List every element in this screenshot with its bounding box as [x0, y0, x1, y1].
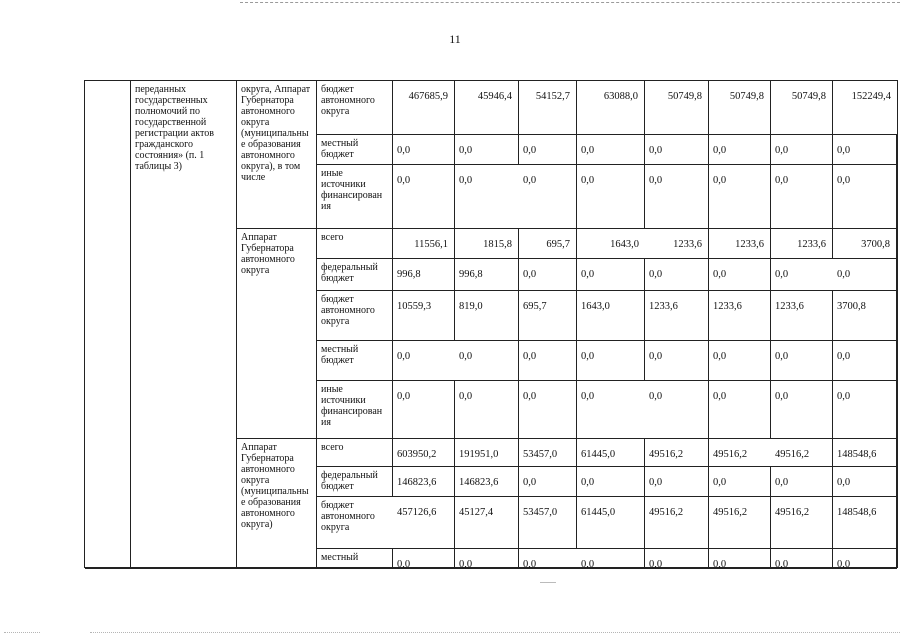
funding-source-cell: федеральный бюджет	[317, 467, 393, 497]
amount-cell: 457126,6	[393, 497, 455, 549]
amount-cell: 1233,6	[709, 291, 771, 341]
amount-cell: 148548,6	[833, 497, 897, 549]
amount-cell: 0,0	[645, 381, 709, 439]
executor-cell: Аппарат Губернатора автономного округа	[237, 229, 317, 439]
funding-source-cell: бюджет автономного округа	[317, 497, 393, 549]
amount-cell: 61445,0	[577, 439, 645, 467]
amount-cell: 0,0	[645, 259, 709, 291]
amount-cell: 0,0	[577, 259, 645, 291]
amount-cell: 0,0	[519, 467, 577, 497]
amount-cell: 146823,6	[455, 467, 519, 497]
amount-cell: 49516,2	[645, 439, 709, 467]
amount-cell: 0,0	[771, 549, 833, 569]
amount-cell: 0,0	[709, 341, 771, 381]
amount-cell: 1233,6	[645, 229, 709, 259]
amount-cell: 0,0	[645, 549, 709, 569]
amount-cell: 0,0	[709, 467, 771, 497]
amount-cell: 1643,0	[577, 291, 645, 341]
amount-cell: 152249,4	[833, 81, 897, 135]
amount-cell: 0,0	[833, 341, 897, 381]
amount-cell: 0,0	[771, 467, 833, 497]
amount-cell: 1233,6	[645, 291, 709, 341]
amount-cell: 0,0	[393, 341, 455, 381]
scan-edge-bottom	[90, 632, 900, 633]
amount-cell: 0,0	[393, 135, 455, 165]
amount-cell: 3700,8	[833, 229, 897, 259]
amount-cell: 0,0	[519, 341, 577, 381]
amount-cell: 0,0	[833, 165, 897, 229]
amount-cell: 0,0	[709, 259, 771, 291]
amount-cell: 0,0	[519, 381, 577, 439]
amount-cell: 1233,6	[771, 229, 833, 259]
amount-cell: 0,0	[833, 259, 897, 291]
amount-cell: 0,0	[709, 549, 771, 569]
amount-cell: 0,0	[709, 165, 771, 229]
scan-edge-bottom-left	[4, 632, 40, 633]
amount-cell: 45127,4	[455, 497, 519, 549]
amount-cell: 0,0	[771, 381, 833, 439]
amount-cell: 0,0	[771, 341, 833, 381]
amount-cell: 0,0	[833, 467, 897, 497]
amount-cell: 0,0	[645, 467, 709, 497]
amount-cell: 0,0	[645, 341, 709, 381]
amount-cell: 0,0	[519, 549, 577, 569]
funding-source-cell: федеральный бюджет	[317, 259, 393, 291]
scan-edge-top	[240, 2, 900, 3]
amount-cell: 0,0	[455, 549, 519, 569]
amount-cell: 3700,8	[833, 291, 897, 341]
amount-cell: 0,0	[455, 165, 519, 229]
budget-table	[84, 80, 898, 568]
amount-cell: 191951,0	[455, 439, 519, 467]
amount-cell: 0,0	[455, 135, 519, 165]
amount-cell: 0,0	[393, 381, 455, 439]
amount-cell: 0,0	[709, 381, 771, 439]
scan-mark	[540, 582, 556, 583]
amount-cell: 0,0	[577, 341, 645, 381]
funding-source-cell: местный	[317, 549, 393, 569]
amount-cell: 0,0	[393, 549, 455, 569]
funding-source-cell: местный бюджет	[317, 135, 393, 165]
amount-cell: 10559,3	[393, 291, 455, 341]
amount-cell: 0,0	[645, 165, 709, 229]
amount-cell: 0,0	[577, 467, 645, 497]
executor-cell: округа, Аппарат Губернатора автономного округа (муниципальны е образования автономного округа), в том числе	[237, 81, 317, 229]
amount-cell: 603950,2	[393, 439, 455, 467]
amount-cell: 0,0	[833, 381, 897, 439]
amount-cell: 1233,6	[771, 291, 833, 341]
amount-cell: 0,0	[577, 165, 645, 229]
amount-cell: 0,0	[833, 549, 897, 569]
amount-cell: 1815,8	[455, 229, 519, 259]
amount-cell: 148548,6	[833, 439, 897, 467]
amount-cell: 1233,6	[709, 229, 771, 259]
page-number: 11	[449, 32, 461, 46]
amount-cell: 0,0	[519, 165, 577, 229]
amount-cell: 53457,0	[519, 497, 577, 549]
amount-cell: 50749,8	[771, 81, 833, 135]
amount-cell: 0,0	[519, 259, 577, 291]
amount-cell: 0,0	[577, 381, 645, 439]
executor-cell: Аппарат Губернатора автономного округа (муниципальны е образования автономного округа)	[237, 439, 317, 569]
amount-cell: 61445,0	[577, 497, 645, 549]
funding-source-cell: бюджет автономного округа	[317, 291, 393, 341]
amount-cell: 0,0	[519, 135, 577, 165]
amount-cell: 467685,9	[393, 81, 455, 135]
budget-table-grid	[85, 81, 897, 567]
amount-cell: 45946,4	[455, 81, 519, 135]
amount-cell: 996,8	[393, 259, 455, 291]
amount-cell: 146823,6	[393, 467, 455, 497]
amount-cell: 0,0	[455, 381, 519, 439]
funding-source-cell: всего	[317, 439, 393, 467]
amount-cell: 49516,2	[771, 439, 833, 467]
amount-cell: 0,0	[577, 135, 645, 165]
amount-cell: 49516,2	[645, 497, 709, 549]
amount-cell: 819,0	[455, 291, 519, 341]
amount-cell: 49516,2	[709, 439, 771, 467]
amount-cell: 49516,2	[771, 497, 833, 549]
amount-cell: 0,0	[393, 165, 455, 229]
amount-cell: 63088,0	[577, 81, 645, 135]
amount-cell: 50749,8	[645, 81, 709, 135]
amount-cell: 996,8	[455, 259, 519, 291]
amount-cell: 50749,8	[709, 81, 771, 135]
amount-cell: 0,0	[833, 135, 897, 165]
funding-source-cell: иные источники финансирован ия	[317, 165, 393, 229]
measure-name-cell: переданных государственных полномочий по государственной регистрации актов гражданского состояния» (п. 1 таблицы 3)	[131, 81, 237, 569]
funding-source-cell: иные источники финансирован ия	[317, 381, 393, 439]
amount-cell: 0,0	[577, 549, 645, 569]
amount-cell: 53457,0	[519, 439, 577, 467]
funding-source-cell: всего	[317, 229, 393, 259]
amount-cell: 49516,2	[709, 497, 771, 549]
amount-cell: 0,0	[455, 341, 519, 381]
amount-cell: 11556,1	[393, 229, 455, 259]
amount-cell: 54152,7	[519, 81, 577, 135]
funding-source-cell: местный бюджет	[317, 341, 393, 381]
funding-source-cell: бюджет автономного округа	[317, 81, 393, 135]
amount-cell: 0,0	[709, 135, 771, 165]
amount-cell: 0,0	[771, 259, 833, 291]
amount-cell: 1643,0	[577, 229, 645, 259]
amount-cell: 0,0	[771, 135, 833, 165]
row-number-cell	[85, 81, 131, 569]
amount-cell: 695,7	[519, 291, 577, 341]
amount-cell: 0,0	[771, 165, 833, 229]
amount-cell: 0,0	[645, 135, 709, 165]
amount-cell: 695,7	[519, 229, 577, 259]
